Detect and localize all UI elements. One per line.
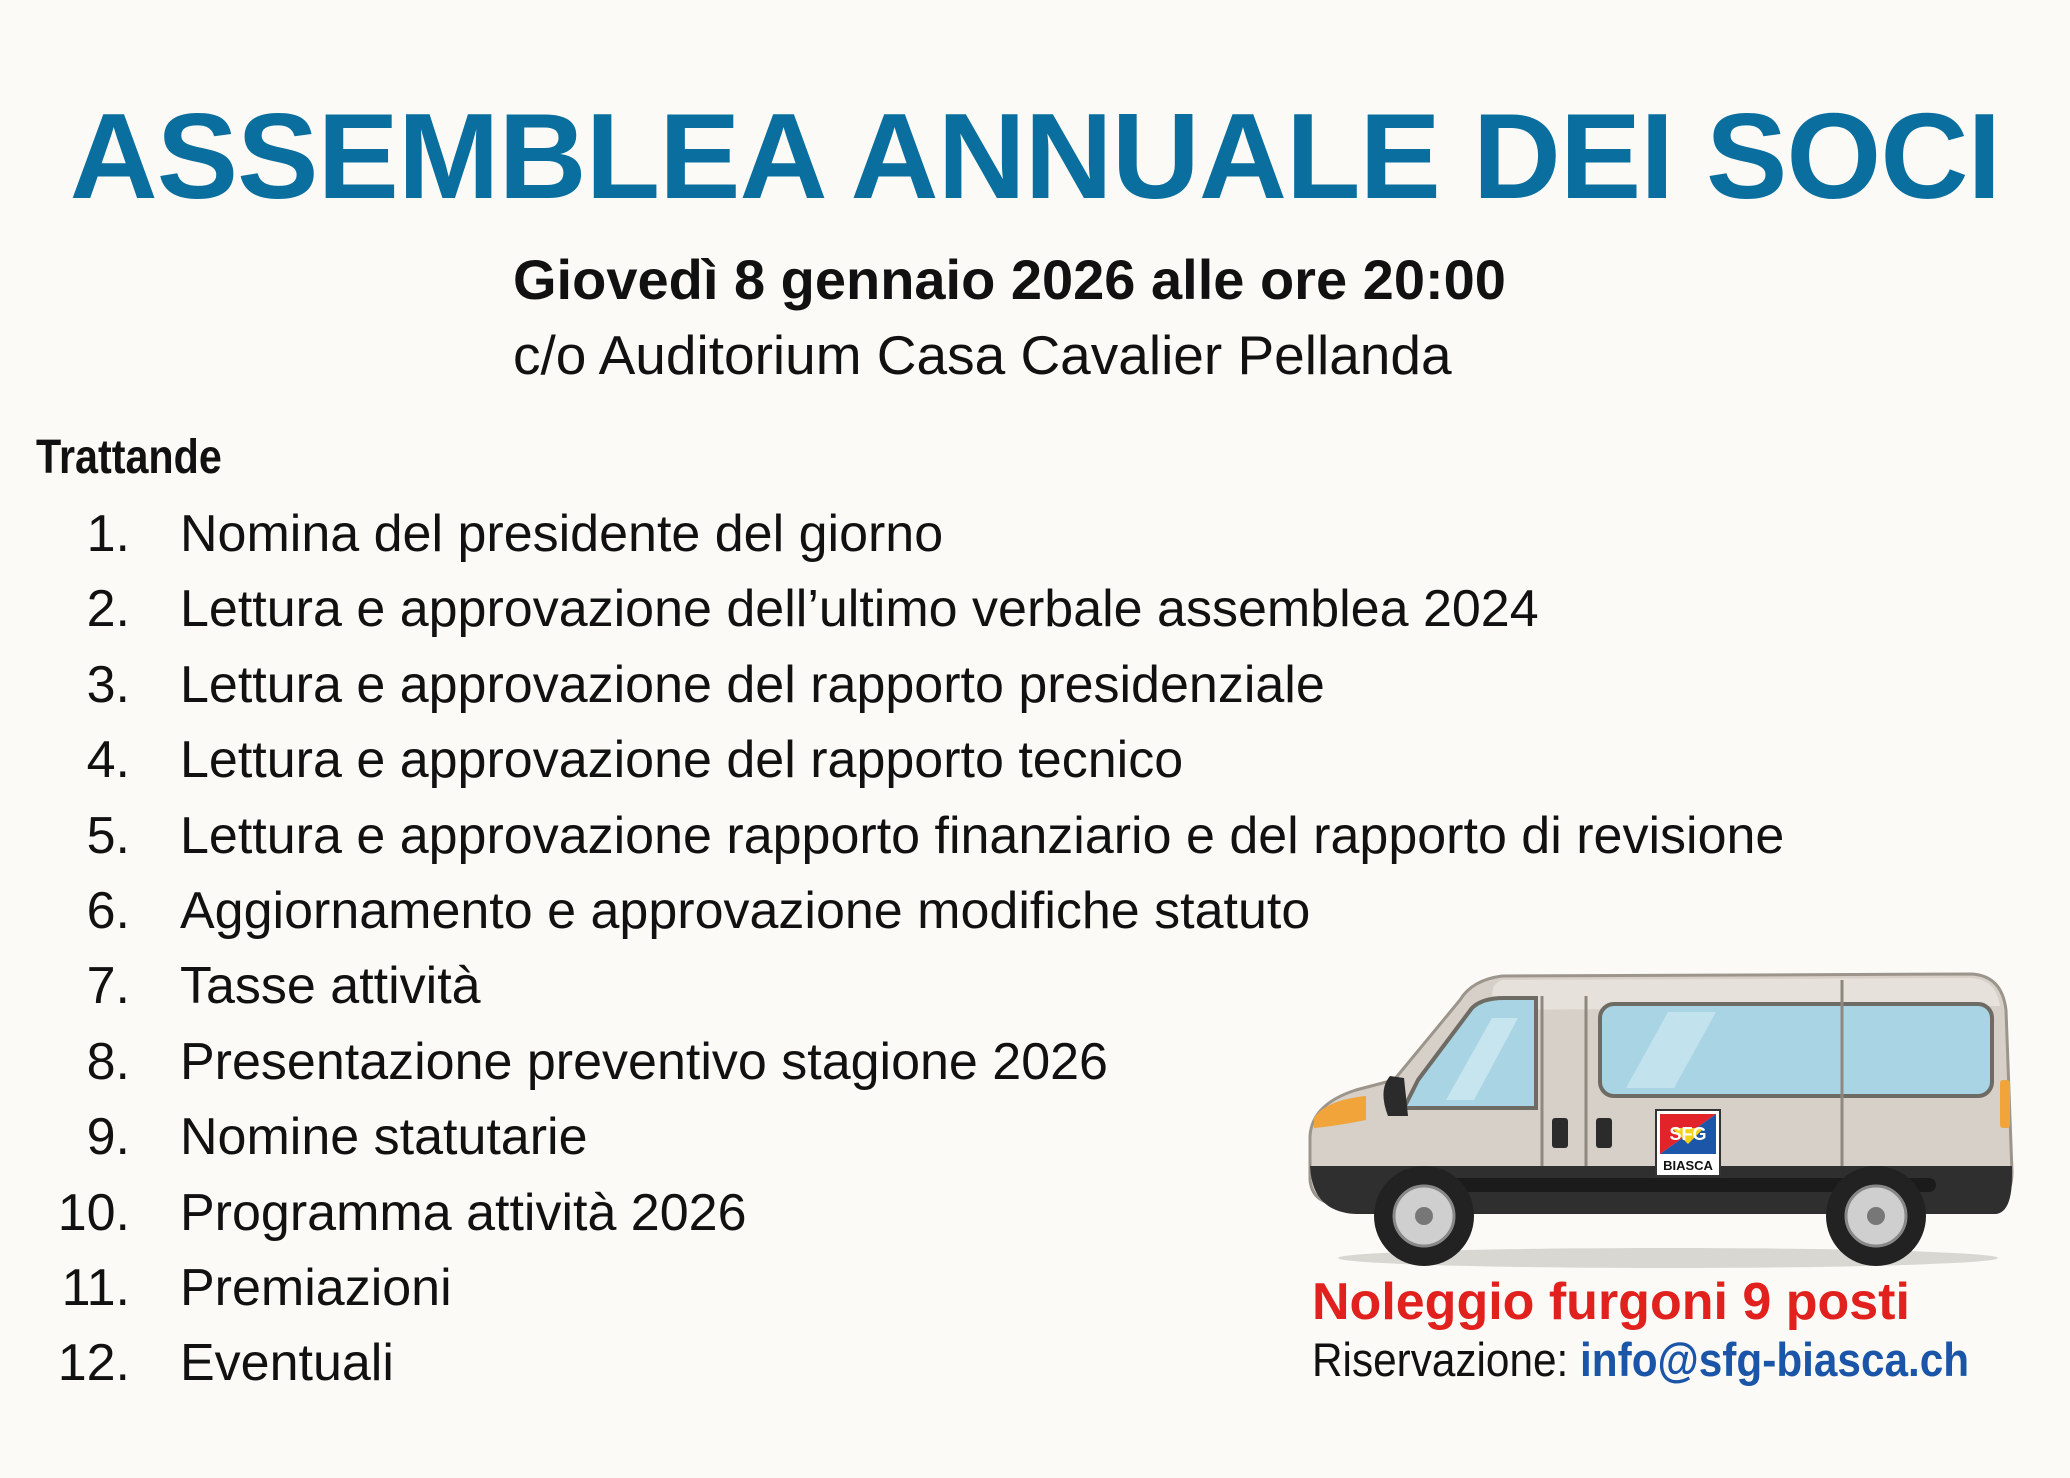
agenda-item-number: 12.: [57, 1334, 130, 1393]
agenda-item-number: 9.: [86, 1108, 130, 1167]
agenda-item-text: Lettura e approvazione del rapporto presidenziale: [180, 655, 1325, 714]
agenda-item-text: Lettura e approvazione rapporto finanziario e del rapporto di revisione: [180, 806, 1785, 865]
agenda-item-text: Premiazioni: [180, 1258, 452, 1317]
event-datetime: Giovedì 8 gennaio 2026 alle ore 20:00: [513, 248, 1506, 311]
agenda-item-number: 2.: [86, 580, 130, 639]
agenda-item-number: 5.: [86, 806, 130, 865]
agenda-item-number: 10.: [57, 1183, 130, 1242]
rental-headline: Noleggio furgoni 9 posti: [1312, 1273, 1910, 1331]
agenda-item-text: Eventuali: [180, 1334, 394, 1393]
svg-text:BIASCA: BIASCA: [1663, 1158, 1713, 1173]
agenda-item-number: 7.: [86, 957, 130, 1016]
front-wheel: [1374, 1166, 1474, 1266]
sfg-biasca-logo: [1656, 1110, 1720, 1176]
agenda-item-text: Aggiornamento e approvazione modifiche statuto: [180, 881, 1311, 940]
reservation-line: [1312, 1333, 1970, 1386]
rear-wheel: [1826, 1166, 1926, 1266]
svg-text:SFG: SFG: [1669, 1124, 1707, 1144]
reservation-label: Riservazione:: [1312, 1333, 1569, 1386]
event-location: c/o Auditorium Casa Cavalier Pellanda: [513, 324, 1452, 386]
agenda-item-text: Tasse attività: [180, 957, 481, 1016]
page-title: ASSEMBLEA ANNUALE DEI SOCI: [69, 88, 2001, 224]
reservation-email: info@sfg-biasca.ch: [1580, 1333, 1970, 1386]
agenda-item-number: 4.: [86, 731, 130, 790]
agenda-item-text: Lettura e approvazione dell’ultimo verbale assemblea 2024: [180, 580, 1539, 639]
agenda-item-number: 8.: [86, 1032, 130, 1091]
agenda-item-number: 11.: [61, 1258, 130, 1317]
agenda-item-text: Programma attività 2026: [180, 1183, 747, 1242]
agenda-item-number: 3.: [86, 655, 130, 714]
agenda-item-text: Nomine statutarie: [180, 1108, 588, 1167]
agenda-item-text: Nomina del presidente del giorno: [180, 505, 944, 563]
agenda-heading: Trattande: [36, 431, 222, 484]
agenda-item-number: 1.: [86, 505, 130, 563]
van-illustration: [1296, 940, 2016, 1270]
agenda-item-text: Presentazione preventivo stagione 2026: [180, 1032, 1108, 1091]
agenda-item-number: 6.: [86, 881, 130, 940]
agenda-item-text: Lettura e approvazione del rapporto tecnico: [180, 731, 1184, 790]
